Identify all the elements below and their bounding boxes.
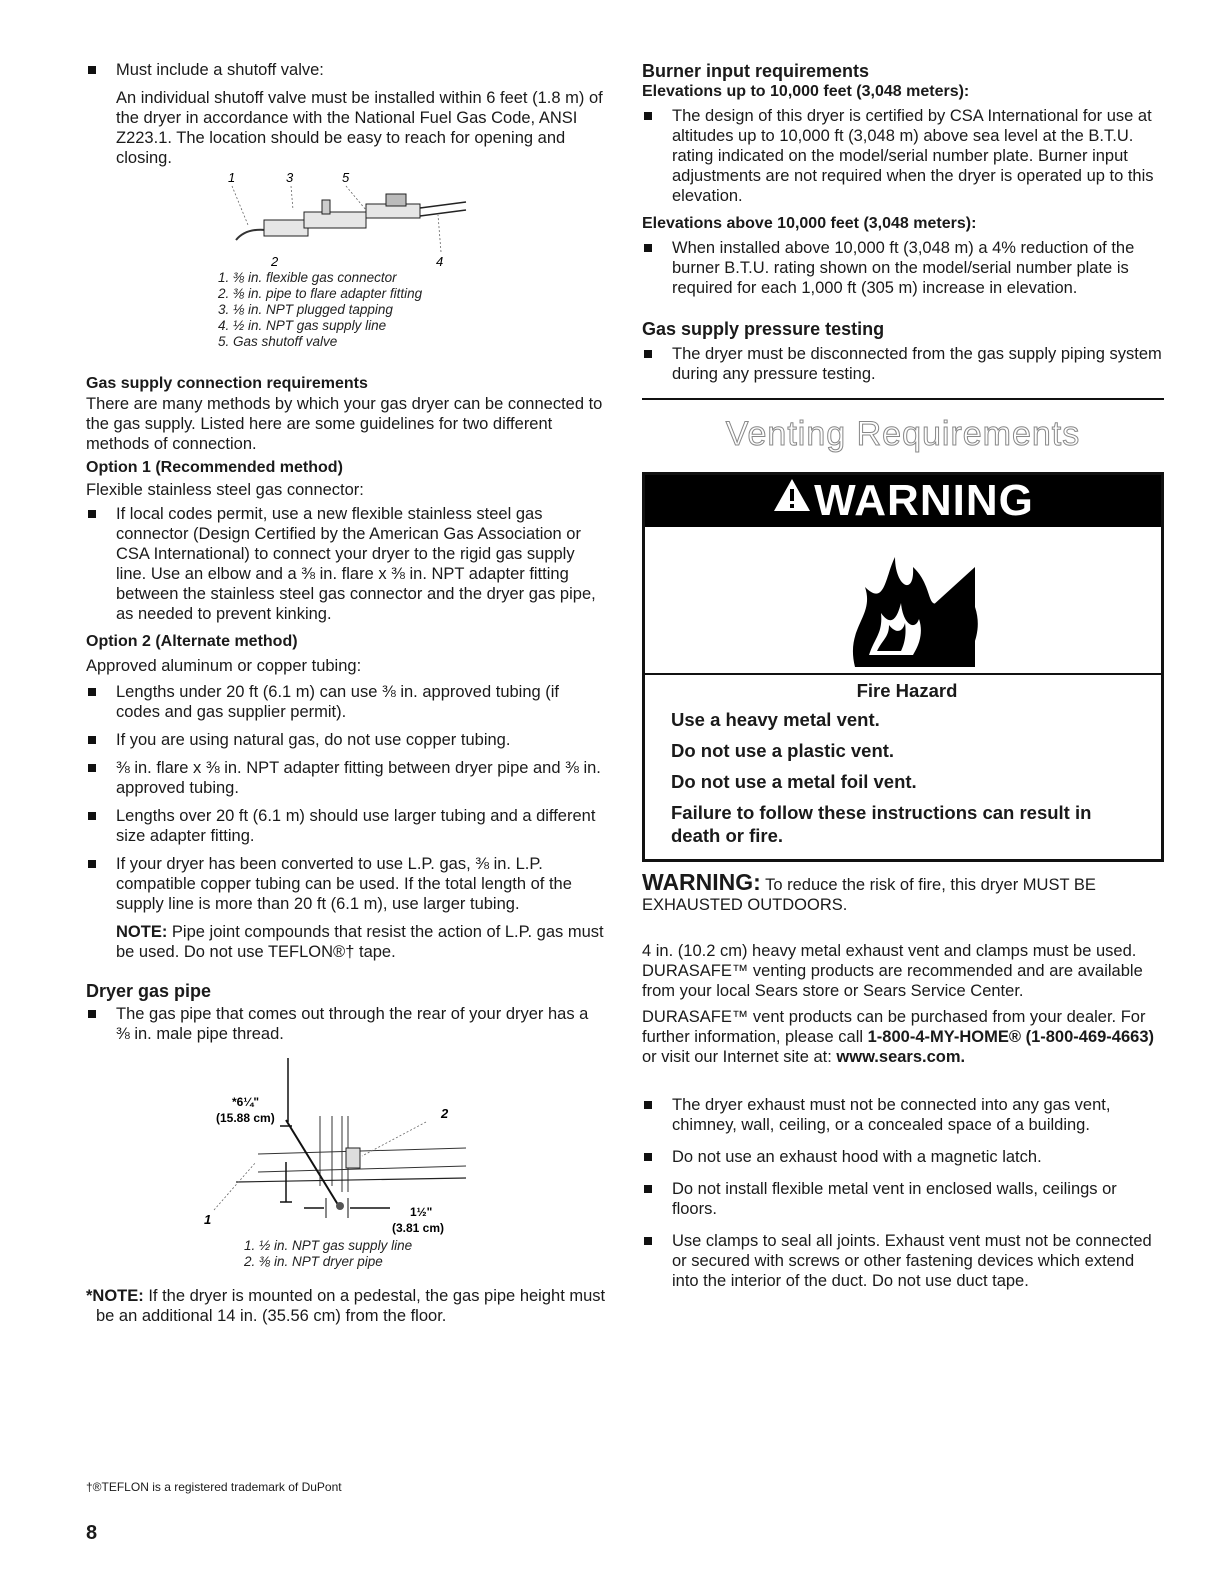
fig2-dim2: 1½" bbox=[410, 1205, 433, 1219]
vent-para-2 bbox=[642, 1007, 1164, 1067]
fig1-num-2: 2 bbox=[271, 254, 279, 269]
fig2-dim1b: (15.88 cm) bbox=[216, 1111, 275, 1125]
fig2-num-1: 1 bbox=[204, 1212, 212, 1227]
warning-line-4: Failure to follow these instructions can result in death or fire. bbox=[671, 802, 1092, 846]
opt1-bullet: If local codes permit, use a new flexible stainless steel gas connector (Design Certified by the American Gas Association or CSA International) to connect your dryer to the rigid gas supply line. Use an elbow and a ⅜ in. flare x ⅜ in. NPT adapter fitting between the stainless steel gas connector and the dryer gas pipe, as needed to prevent kinking. bbox=[86, 504, 606, 624]
opt2-sub: Approved aluminum or copper tubing: bbox=[86, 657, 362, 675]
opt1-heading: Option 1 (Recommended method) bbox=[86, 459, 343, 476]
fig2-dim2b: (3.81 cm) bbox=[392, 1221, 445, 1235]
vent-bullet-4: Use clamps to seal all joints. Exhaust vent must not be connected or secured with screws or other fastening devices which extend into the interior of the duct. Do not use duct tape. bbox=[642, 1231, 1164, 1291]
opt1-sub: Flexible stainless steel gas connector: bbox=[86, 481, 364, 499]
pedestal-note-label: *NOTE: bbox=[86, 1287, 144, 1305]
fig1-caption-4: 4. ½ in. NPT gas supply line bbox=[218, 318, 387, 333]
fire-hazard-symbol bbox=[645, 527, 1161, 675]
section-divider bbox=[642, 398, 1164, 400]
fig2-num-2: 2 bbox=[441, 1106, 449, 1121]
opt2-bullet-5: If your dryer has been converted to use L.P. gas, ⅜ in. L.P. compatible copper tubing can be used. If the total length of the supply line is more than 20 ft (6.1 m), use larger tubing. bbox=[86, 854, 606, 914]
shutoff-body: An individual shutoff valve must be installed within 6 feet (1.8 m) of the dryer in accordance with the National Fuel Gas Code, ANSI Z223.1. The location should be easy to reach for opening and closing. bbox=[116, 89, 603, 167]
shutoff-valve-diagram bbox=[86, 170, 606, 270]
fig1-num-4: 4 bbox=[436, 254, 444, 269]
dryer-gas-pipe-diagram bbox=[86, 1052, 606, 1238]
pipe-heading: Dryer gas pipe bbox=[86, 981, 212, 1001]
phone-number: 1-800-4-MY-HOME® bbox=[867, 1028, 1021, 1046]
lp-note bbox=[86, 922, 606, 962]
warning-header bbox=[645, 475, 1161, 527]
elev2-bullet: When installed above 10,000 ft (3,048 m) a 4% reduction of the burner B.T.U. rating shown on the model/serial number plate is required for each 1,000 ft (305 m) increase in elevation. bbox=[642, 238, 1164, 298]
right-column bbox=[642, 60, 1164, 1291]
vent-bullet-3: Do not install flexible metal vent in enclosed walls, ceilings or floors. bbox=[642, 1179, 1164, 1219]
fire-hazard-icon bbox=[645, 527, 1161, 673]
fig1-caption-2: 2. ⅜ in. pipe to flare adapter fitting bbox=[218, 286, 423, 301]
lp-note-label: NOTE: bbox=[116, 923, 168, 941]
opt2-bullet-4: Lengths over 20 ft (6.1 m) should use larger tubing and a different size adapter fitting. bbox=[86, 806, 606, 846]
vent-bullet-1: The dryer exhaust must not be connected into any gas vent, chimney, wall, ceiling, or a concealed space of a building. bbox=[642, 1095, 1164, 1135]
elev1-heading: Elevations up to 10,000 feet (3,048 meters): bbox=[642, 83, 970, 100]
vent-bullet-2: Do not use an exhaust hood with a magnetic latch. bbox=[642, 1147, 1164, 1167]
pressure-heading: Gas supply pressure testing bbox=[642, 319, 885, 339]
warning-line-3: Do not use a metal foil vent. bbox=[671, 771, 917, 792]
warning-header-text: WARNING bbox=[814, 476, 1034, 525]
trademark-footnote: †®TEFLON is a registered trademark of DuPont bbox=[86, 1480, 342, 1494]
fig1-num-1: 1 bbox=[228, 170, 236, 185]
warning-lines bbox=[645, 675, 1161, 859]
fig2-caption-1: 1. ½ in. NPT gas supply line bbox=[244, 1238, 413, 1253]
lp-note-text: Pipe joint compounds that resist the action of L.P. gas must be used. Do not use TEFLON®† tape. bbox=[116, 923, 604, 961]
page-number: 8 bbox=[86, 1522, 98, 1544]
conn-heading: Gas supply connection requirements bbox=[86, 375, 368, 392]
elev1-bullet: The design of this dryer is certified by CSA International for use at altitudes up to 10,000 ft (3,048 m) above sea level at the B.T.U. rating indicated on the model/serial number plate. Burner input adjustments are not required when the dryer is operated up to this elevation. bbox=[642, 106, 1164, 206]
fig2-caption bbox=[86, 1238, 606, 1270]
burner-heading: Burner input requirements bbox=[642, 61, 870, 81]
vent-para-1: 4 in. (10.2 cm) heavy metal exhaust vent and clamps must be used. DURASAFE™ venting products are recommended and are available from your local Sears store or Sears Service Center. bbox=[642, 942, 1143, 1000]
fig1-caption-3: 3. ⅛ in. NPT plugged tapping bbox=[218, 302, 393, 317]
phone-number-digits: (1-800-469-4663) bbox=[1025, 1028, 1154, 1046]
conn-body: There are many methods by which your gas dryer can be connected to the gas supply. Listed here are some guidelines for two different methods of connection. bbox=[86, 395, 603, 453]
exhaust-warning bbox=[642, 869, 1164, 915]
venting-title: Venting Requirements bbox=[725, 415, 1081, 453]
opt2-bullet-3: ⅜ in. flare x ⅜ in. NPT adapter fitting between dryer pipe and ⅜ in. approved tubing. bbox=[86, 758, 606, 798]
fig1-num-3: 3 bbox=[286, 170, 294, 185]
opt2-bullet-1: Lengths under 20 ft (6.1 m) can use ⅜ in. approved tubing (if codes and gas supplier permit). bbox=[86, 682, 606, 722]
dryer-gas-pipe-figure bbox=[86, 1052, 606, 1238]
warning-triangle-icon bbox=[772, 473, 812, 525]
exhaust-warning-text: To reduce the risk of fire, this dryer MUST BE EXHAUSTED OUTDOORS. bbox=[642, 876, 1096, 914]
pedestal-note-text: If the dryer is mounted on a pedestal, the gas pipe height must be an additional 14 in. (35.56 cm) from the floor. bbox=[96, 1287, 606, 1325]
opt2-heading: Option 2 (Alternate method) bbox=[86, 633, 298, 650]
fig2-dim1: *6¼" bbox=[232, 1095, 260, 1109]
fig1-caption bbox=[86, 270, 606, 350]
vent-para-2-mid: or visit our Internet site at: bbox=[642, 1048, 837, 1066]
left-column bbox=[86, 60, 606, 1326]
fig1-caption-5: 5. Gas shutoff valve bbox=[218, 334, 338, 349]
elev2-heading: Elevations above 10,000 feet (3,048 meters): bbox=[642, 215, 977, 232]
exhaust-warning-label: WARNING: bbox=[642, 869, 761, 895]
pedestal-note bbox=[86, 1286, 606, 1326]
opt2-bullet-2: If you are using natural gas, do not use copper tubing. bbox=[86, 730, 606, 750]
warning-line-1: Use a heavy metal vent. bbox=[671, 709, 880, 730]
website-link: www.sears.com. bbox=[836, 1048, 966, 1066]
vent-para-2-text: DURASAFE™ vent products can be purchased from your dealer. For further information, please call bbox=[642, 1008, 1146, 1046]
fig2-caption-2: 2. ⅜ in. NPT dryer pipe bbox=[244, 1254, 383, 1269]
fig1-num-5: 5 bbox=[342, 170, 350, 185]
shutoff-valve-figure bbox=[86, 170, 606, 270]
shutoff-bullet: Must include a shutoff valve: bbox=[86, 60, 606, 80]
pressure-bullet: The dryer must be disconnected from the gas supply piping system during any pressure testing. bbox=[642, 344, 1164, 384]
pipe-bullet: The gas pipe that comes out through the rear of your dryer has a ⅜ in. male pipe thread. bbox=[86, 1004, 606, 1044]
warning-line-2: Do not use a plastic vent. bbox=[671, 740, 895, 761]
fire-hazard-label: Fire Hazard bbox=[856, 680, 958, 701]
warning-box bbox=[642, 472, 1164, 862]
fig1-caption-1: 1. ⅜ in. flexible gas connector bbox=[218, 270, 397, 285]
